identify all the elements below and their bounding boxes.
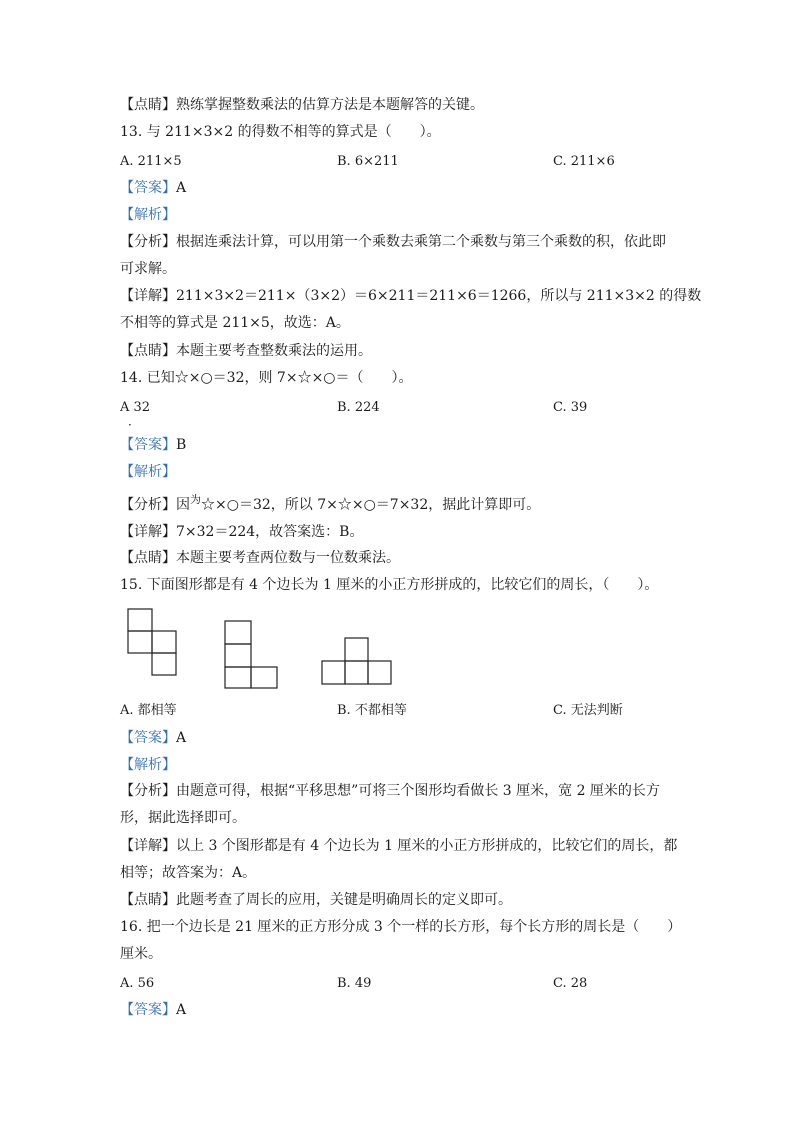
remark-line: 【点睛】本题主要考查整数乘法的运用。 [120,343,372,359]
detail-line-2: 不相等的算式是 211×5，故选：A。 [120,315,350,331]
detail-line: 【详解】7×32＝224，故答案选：B。 [120,524,364,540]
option-b: B. 不都相等 [337,703,407,718]
analysis-line: 【分析】根据连乘法计算，可以用第一个乘数去乘第二个乘数与第三个乘数的积，依此即 [120,234,666,250]
answer-line: 【答案】A [120,730,187,746]
option-c: C. 无法判断 [553,703,623,718]
question-13: 13. 与 211×3×2 的得数不相等的算式是（ ）。 [120,124,441,140]
remark-line: 【点睛】熟练掌握整数乘法的估算方法是本题解答的关键。 [120,97,484,113]
remark-line: 【点睛】本题主要考查两位数与一位数乘法。 [120,550,400,566]
question-16-line-2: 厘米。 [120,946,162,962]
answer-line: 【答案】A [120,180,187,196]
option-a: A. 56 [120,976,155,991]
explanation-heading: 【解析】 [120,207,176,223]
option-b: B. 224 [337,400,380,415]
analysis-line: 【分析】由题意可得，根据“平移思想”可将三个图形均看做长 3 厘米，宽 2 厘米的长方 [120,783,660,799]
option-c: C. 211×6 [553,154,615,169]
detail-line-2: 相等；故答案为：A。 [120,865,257,881]
option-b: B. 6×211 [337,154,399,169]
detail-line: 【详解】以上 3 个图形都是有 4 个边长为 1 厘米的小正方形拼成的，比较它们的周长，都 [120,838,678,854]
option-c: C. 39 [553,400,588,415]
option-c: C. 28 [553,976,588,991]
question-14: 14. 已知☆×○＝32，则 7×☆×○＝（ ）。 [120,370,413,386]
answer-line: 【答案】B [120,437,187,453]
stray-dot: · [128,418,132,432]
option-a: A 32 [120,400,151,415]
option-a: A. 211×5 [120,154,182,169]
answer-line: 【答案】A [120,1002,187,1018]
option-b: B. 49 [337,976,372,991]
figure-3 [322,638,391,684]
figure-2 [225,621,277,688]
explanation-heading: 【解析】 [120,464,176,480]
question-15: 15. 下面图形都是有 4 个边长为 1 厘米的小正方形拼成的，比较它们的周长，（ ）。 [120,577,659,593]
explanation-heading: 【解析】 [120,757,176,773]
option-a: A. 都相等 [120,703,177,718]
figure-1 [128,609,176,675]
analysis-line: 【分析】因$^为$☆×○＝32，所以 7×☆×○＝7×32，据此计算即可。 [120,493,541,513]
remark-line: 【点睛】此题考查了周长的应用，关键是明确周长的定义即可。 [120,892,512,908]
analysis-line-2: 可求解。 [120,261,176,277]
analysis-line-2: 形，据此选择即可。 [120,810,246,826]
square-figures [118,606,418,690]
detail-line: 【详解】211×3×2＝211×（3×2）＝6×211＝211×6＝1266，所以与 211×3×2 的得数 [120,288,702,304]
question-16: 16. 把一个边长是 21 厘米的正方形分成 3 个一样的长方形，每个长方形的周长是（ ） [120,919,682,935]
